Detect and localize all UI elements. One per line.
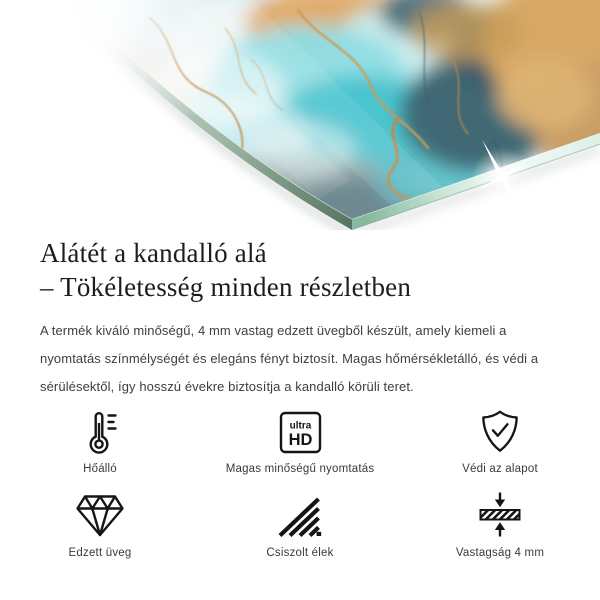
product-copy [0, 230, 600, 559]
product-image [0, 0, 600, 230]
feature-thickness [400, 492, 600, 559]
feature-label: Hőálló [83, 463, 117, 475]
feature-label: Vastagság 4 mm [455, 547, 545, 559]
page-title [40, 236, 560, 304]
features-grid [0, 408, 600, 559]
ultra-hd-icon [279, 408, 322, 454]
corner-fade [0, 0, 320, 214]
svg-text:ultra: ultra [289, 420, 311, 432]
svg-text:HD: HD [288, 431, 312, 449]
diamond-icon [75, 492, 125, 538]
glass-panel-art [0, 0, 600, 230]
title-line-1: Alátét a kandalló alá [40, 238, 267, 268]
thickness-icon [477, 492, 523, 538]
shield-check-icon [478, 408, 522, 454]
feature-label: Védi az alapot [462, 463, 538, 475]
title-line-2: – Tökéletesség minden részletben [40, 272, 412, 302]
feature-base-protection [400, 408, 600, 475]
feature-label: Csiszolt élek [266, 547, 334, 559]
product-description: A termék kiváló minőségű, 4 mm vastag edzett üvegből készült, amely kiemeli a nyomtatás színmélységét és elegáns fényt biztosít. Magas hőmérsékletálló, és védi a sérülésektől, így hosszú évekre biztosítja a kandalló körüli teret. [40, 323, 539, 394]
thermometer-icon [82, 408, 118, 454]
polished-edges-icon [278, 492, 322, 538]
feature-tempered-glass [0, 492, 200, 559]
feature-label: Magas minőségű nyomtatás [225, 463, 375, 475]
feature-heat-resistant [0, 408, 200, 475]
feature-print-quality [200, 408, 400, 475]
feature-label: Edzett üveg [68, 547, 132, 559]
feature-polished-edges [200, 492, 400, 559]
